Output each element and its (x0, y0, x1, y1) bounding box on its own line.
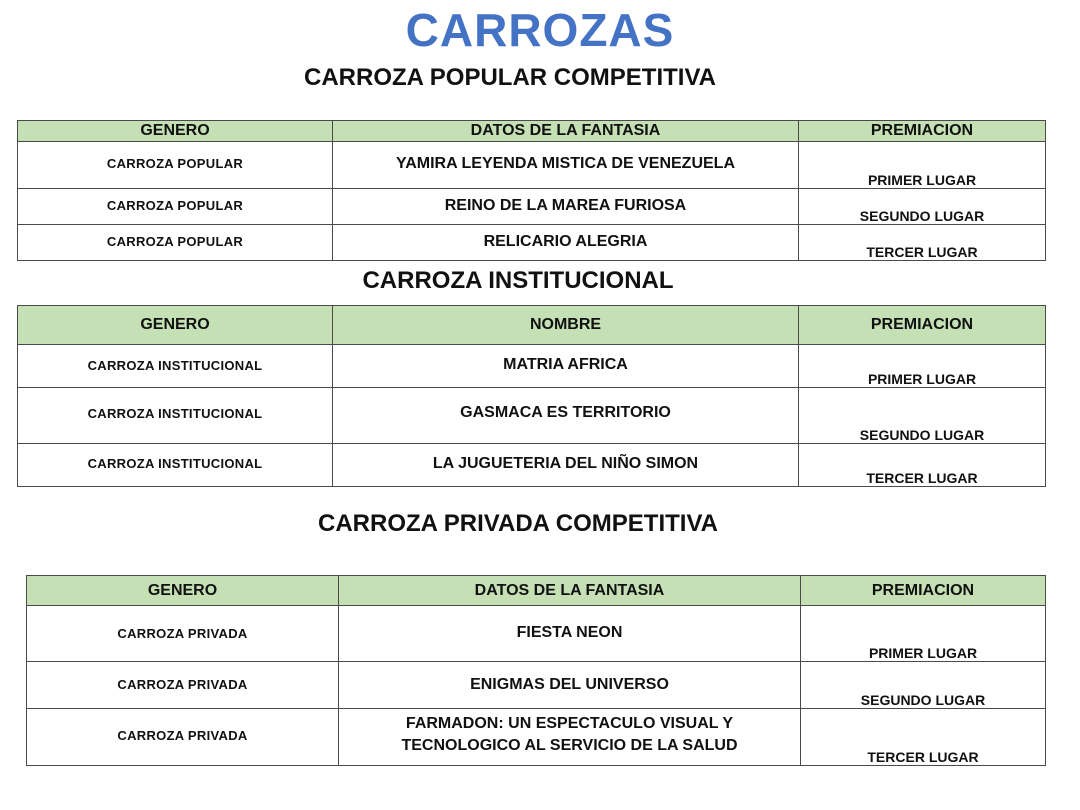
column-header-nombre: NOMBRE (333, 306, 799, 345)
section-title-institucional: CARROZA INSTITUCIONAL (362, 267, 674, 294)
table-carroza-popular (17, 120, 1046, 261)
premiacion-cell: SEGUNDO LUGAR (799, 388, 1046, 444)
table-carroza-institucional (17, 305, 1046, 487)
column-header-genero: GENERO (18, 306, 333, 345)
column-header-premiacion: PREMIACION (799, 121, 1046, 142)
page-title: CARROZAS (405, 4, 675, 56)
genero-cell: CARROZA INSTITUCIONAL (18, 444, 333, 487)
nombre-cell: MATRIA AFRICA (333, 345, 799, 388)
section-title-popular: CARROZA POPULAR COMPETITIVA (304, 64, 716, 91)
premiacion-cell: SEGUNDO LUGAR (799, 189, 1046, 225)
table-row (18, 388, 1046, 444)
genero-cell: CARROZA PRIVADA (27, 662, 339, 709)
column-header-genero: GENERO (18, 121, 333, 142)
nombre-cell: FIESTA NEON (339, 606, 801, 662)
premiacion-cell: TERCER LUGAR (801, 709, 1046, 766)
premiacion-cell: PRIMER LUGAR (801, 606, 1046, 662)
table-row (27, 606, 1046, 662)
premiacion-cell: SEGUNDO LUGAR (801, 662, 1046, 709)
nombre-cell: RELICARIO ALEGRIA (333, 225, 799, 261)
genero-cell: CARROZA PRIVADA (27, 606, 339, 662)
column-header-datos: DATOS DE LA FANTASIA (333, 121, 799, 142)
premiacion-cell: PRIMER LUGAR (799, 142, 1046, 189)
table-row (18, 345, 1046, 388)
nombre-cell: REINO DE LA MAREA FURIOSA (333, 189, 799, 225)
column-header-premiacion: PREMIACION (799, 306, 1046, 345)
column-header-premiacion: PREMIACION (801, 576, 1046, 606)
premiacion-cell: TERCER LUGAR (799, 225, 1046, 261)
premiacion-cell: PRIMER LUGAR (799, 345, 1046, 388)
genero-cell: CARROZA PRIVADA (27, 709, 339, 766)
table-header-row (18, 121, 1046, 142)
nombre-cell: LA JUGUETERIA DEL NIÑO SIMON (333, 444, 799, 487)
table-carroza-privada (26, 575, 1046, 766)
column-header-genero: GENERO (27, 576, 339, 606)
table-header-row (18, 306, 1046, 345)
column-header-datos: DATOS DE LA FANTASIA (339, 576, 801, 606)
table-row (27, 709, 1046, 766)
nombre-cell: ENIGMAS DEL UNIVERSO (339, 662, 801, 709)
genero-cell: CARROZA INSTITUCIONAL (18, 388, 333, 444)
genero-cell: CARROZA INSTITUCIONAL (18, 345, 333, 388)
nombre-cell: GASMACA ES TERRITORIO (333, 388, 799, 444)
section-title-privada: CARROZA PRIVADA COMPETITIVA (318, 510, 718, 537)
genero-cell: CARROZA POPULAR (18, 142, 333, 189)
premiacion-cell: TERCER LUGAR (799, 444, 1046, 487)
nombre-cell: YAMIRA LEYENDA MISTICA DE VENEZUELA (333, 142, 799, 189)
nombre-cell: FARMADON: UN ESPECTACULO VISUAL Y TECNOLOGICO AL SERVICIO DE LA SALUD (339, 709, 801, 766)
table-row (18, 444, 1046, 487)
table-row (18, 225, 1046, 261)
table-row (27, 662, 1046, 709)
table-header-row (27, 576, 1046, 606)
genero-cell: CARROZA POPULAR (18, 225, 333, 261)
table-row (18, 189, 1046, 225)
genero-cell: CARROZA POPULAR (18, 189, 333, 225)
table-row (18, 142, 1046, 189)
